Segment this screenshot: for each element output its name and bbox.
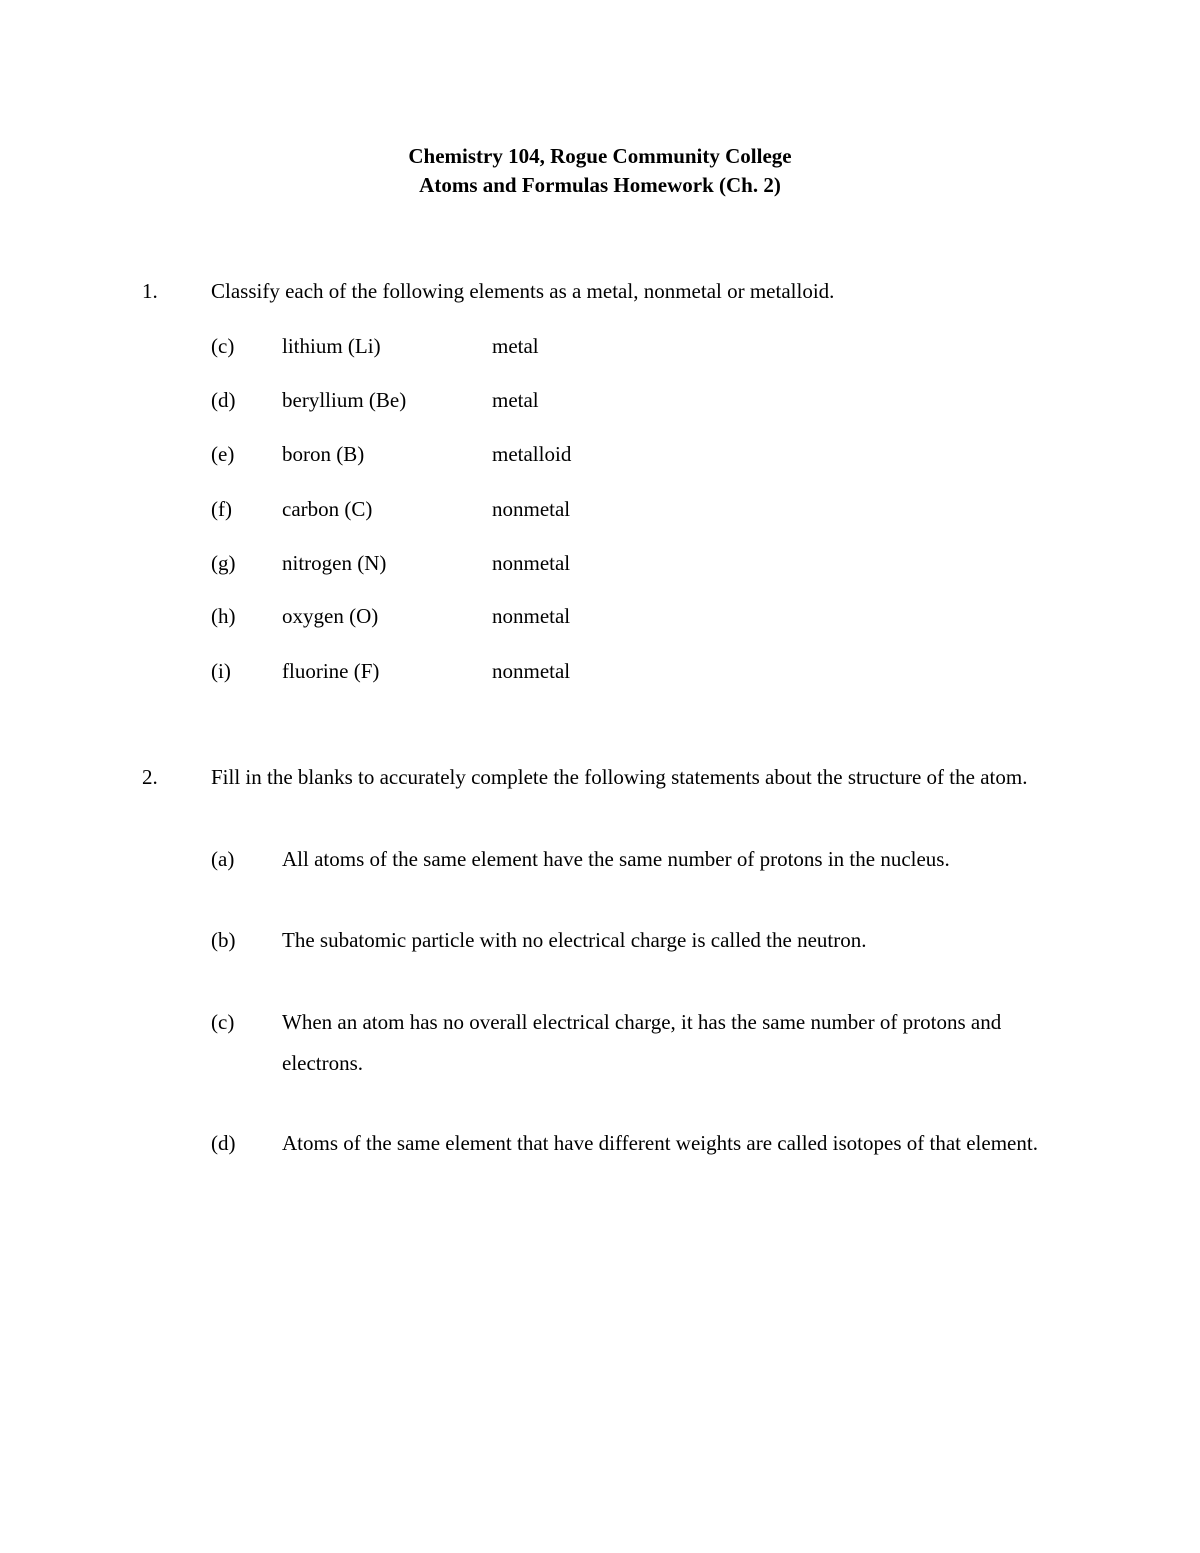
item-letter: (h) bbox=[211, 604, 236, 628]
element-name: carbon (C) bbox=[282, 497, 373, 521]
list-item bbox=[0, 494, 1200, 524]
assignment-title: Atoms and Formulas Homework (Ch. 2) bbox=[419, 173, 781, 197]
item-letter: (g) bbox=[211, 551, 236, 575]
question-number: 2. bbox=[142, 765, 158, 789]
document-header bbox=[0, 142, 1200, 200]
element-name: fluorine (F) bbox=[282, 659, 380, 683]
item-letter: (a) bbox=[211, 847, 235, 871]
statement-text: Atoms of the same element that have different weights are called isotopes of that element. bbox=[282, 1131, 1038, 1155]
item-letter: (e) bbox=[211, 442, 235, 466]
element-classification: metal bbox=[492, 334, 539, 358]
list-item bbox=[0, 331, 1200, 361]
question-prompt: Fill in the blanks to accurately complete the following statements about the structure of the atom. bbox=[211, 765, 1028, 789]
element-classification: nonmetal bbox=[492, 659, 571, 683]
element-name: lithium (Li) bbox=[282, 334, 381, 358]
element-name: boron (B) bbox=[282, 442, 365, 466]
list-item bbox=[0, 548, 1200, 578]
list-item bbox=[0, 656, 1200, 686]
element-classification: nonmetal bbox=[492, 604, 571, 628]
element-name: oxygen (O) bbox=[282, 604, 379, 628]
item-letter: (f) bbox=[211, 497, 232, 521]
question-prompt: Classify each of the following elements as a metal, nonmetal or metalloid. bbox=[211, 279, 835, 303]
statement-text: When an atom has no overall electrical charge, it has the same number of protons and electrons. bbox=[282, 1010, 1002, 1075]
statement-text: All atoms of the same element have the same number of protons in the nucleus. bbox=[282, 847, 950, 871]
item-letter: (i) bbox=[211, 659, 231, 683]
element-classification: metalloid bbox=[492, 442, 572, 466]
element-name: beryllium (Be) bbox=[282, 388, 407, 412]
element-classification: nonmetal bbox=[492, 497, 571, 521]
element-classification: metal bbox=[492, 388, 539, 412]
item-letter: (c) bbox=[211, 1010, 235, 1034]
item-letter: (b) bbox=[211, 928, 236, 952]
element-name: nitrogen (N) bbox=[282, 551, 387, 575]
list-item bbox=[0, 439, 1200, 469]
course-title: Chemistry 104, Rogue Community College bbox=[408, 144, 792, 168]
item-letter: (d) bbox=[211, 388, 236, 412]
item-letter: (c) bbox=[211, 334, 235, 358]
list-item bbox=[0, 601, 1200, 631]
question-number: 1. bbox=[142, 279, 158, 303]
list-item bbox=[0, 385, 1200, 415]
item-letter: (d) bbox=[211, 1131, 236, 1155]
element-classification: nonmetal bbox=[492, 551, 571, 575]
statement-text: The subatomic particle with no electrical charge is called the neutron. bbox=[282, 928, 867, 952]
